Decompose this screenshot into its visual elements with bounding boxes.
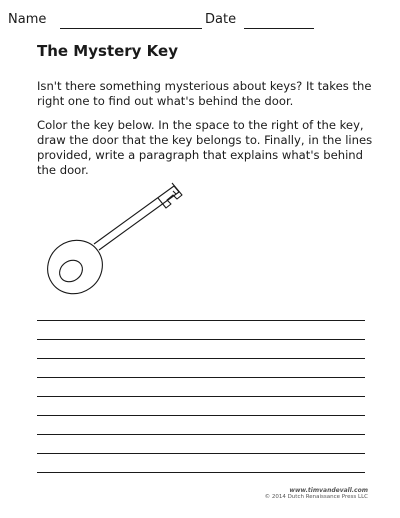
footer-website: www.timvandevall.com (289, 487, 368, 494)
footer-copyright: © 2014 Dutch Renaissance Press LLC (264, 494, 368, 500)
writing-line[interactable] (37, 358, 365, 359)
page-title: The Mystery Key (37, 42, 178, 60)
instructions-paragraph: Color the key below. In the space to the right of the key, draw the door that the key belongs to. Finally, in the lines provided, write a paragraph that explains what's behind the door. (37, 118, 373, 177)
date-label: Date (205, 12, 237, 27)
writing-line[interactable] (37, 453, 365, 454)
writing-line[interactable] (37, 415, 365, 416)
key-icon (36, 178, 211, 303)
writing-line[interactable] (37, 434, 365, 435)
writing-line[interactable] (37, 339, 365, 340)
writing-line[interactable] (37, 377, 365, 378)
name-input-line[interactable] (60, 28, 202, 29)
header-row (8, 11, 392, 31)
intro-paragraph: Isn't there something mysterious about keys? It takes the right one to find out what's behind the door. (37, 79, 372, 108)
key-illustration (36, 178, 211, 303)
writing-line[interactable] (37, 320, 365, 321)
writing-line[interactable] (37, 396, 365, 397)
name-label: Name (8, 12, 47, 27)
date-input-line[interactable] (244, 28, 314, 29)
writing-line[interactable] (37, 472, 365, 473)
